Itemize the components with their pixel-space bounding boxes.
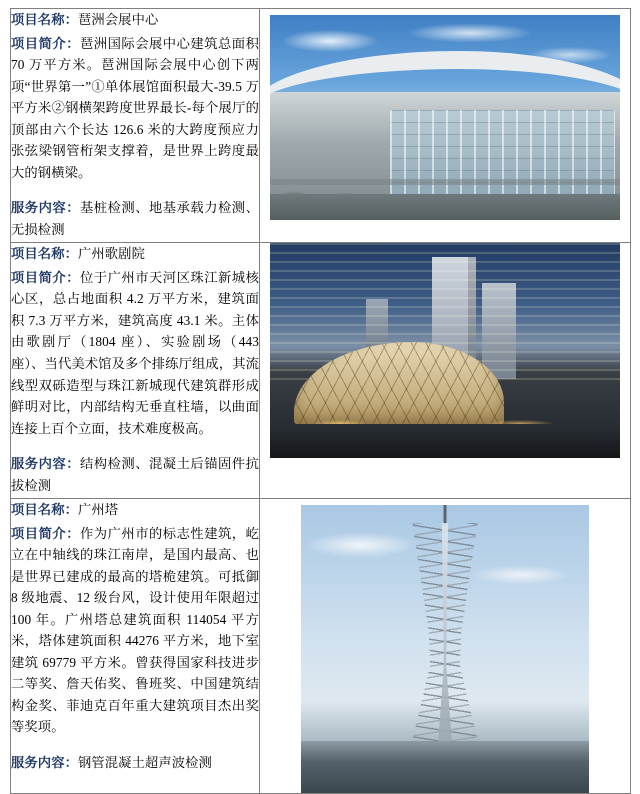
plaza-ground <box>270 424 620 458</box>
plaza-ground <box>270 194 620 220</box>
row-1-service-content <box>11 197 259 240</box>
row-3-project-intro-value: 作为广州市的标志性建筑，屹立在中轴线的珠江南岸，是国内最高、也是世界已建成的最高的塔桅建筑。可抵御 8 级地震、12 级台风，设计使用年限超过 100 年。广州塔总建筑面积 114054 平方米，塔体建筑面积 44276 平方米，地下室建筑 69779 平方米。曾获得国家科技进步二等奖、詹天佑奖、鲁班奖、中国建筑结构金奖、菲迪克百年重大建筑项目杰出奖等奖项。 <box>11 525 259 735</box>
photo-opera-house <box>270 243 620 458</box>
row-2-project-name <box>11 243 259 265</box>
row-2-project-name-label: 项目名称： <box>11 246 78 262</box>
row-2-text-cell <box>11 243 260 499</box>
table-row <box>11 243 631 499</box>
row-3-project-name-value: 广州塔 <box>77 502 119 518</box>
row-3-service-content-label: 服务内容： <box>11 755 78 770</box>
ground-plaza <box>301 741 589 793</box>
row-3-service-content <box>11 752 259 774</box>
row-1-service-content-label: 服务内容： <box>11 200 80 216</box>
curved-roof <box>270 51 620 179</box>
row-2-project-intro <box>11 267 259 439</box>
row-3-service-content-value: 钢管混凝土超声波检测 <box>77 755 212 770</box>
row-2-project-name-value: 广州歌剧院 <box>77 246 145 262</box>
row-2-service-content <box>11 453 259 496</box>
row-2-service-content-label: 服务内容： <box>11 456 80 472</box>
row-1-project-name-label: 项目名称： <box>11 12 78 27</box>
row-1-project-intro-label: 项目简介： <box>11 35 80 51</box>
row-3-project-name <box>11 499 259 521</box>
row-3-project-name-label: 项目名称： <box>11 502 78 518</box>
row-1-text-cell <box>11 9 260 243</box>
row-1-project-name <box>11 9 259 31</box>
row-1-project-intro-value: 琶洲国际会展中心建筑总面积 70 万平方米。琶洲国际会展中心创下两项“世界第一”①单体展馆面积最大-39.5 万平方米②钢横架跨度世界最长-每个展厅的顶部由六个长达 126.6 米的大跨度预应力张弦梁钢管桁架支撑着，是世界上跨度最大的钢横梁。 <box>11 35 259 180</box>
photo-canton-tower <box>301 505 589 793</box>
row-1-service-content-value: 基桩检测、地基承载力检测、无损检测 <box>11 200 259 237</box>
row-2-project-intro-label: 项目简介： <box>11 269 80 285</box>
row-1-project-intro <box>11 33 259 184</box>
row-2-project-intro-value: 位于广州市天河区珠江新城核心区，总占地面积 4.2 万平方米，建筑面积 7.3 万平方米，建筑高度 43.1 米。主体由歌剧厅（1804 座）、实验剧场（443 座）、当代美术馆及多个排练厅组成，其流线型双砾造型与珠江新城现代建筑群形成鲜明对比，内部结构无垂直柱墙，以曲面连接上百个立面，技术难度极高。 <box>11 269 259 436</box>
row-2-image-cell <box>260 243 631 499</box>
row-3-image-cell <box>260 499 631 794</box>
row-3-text-cell <box>11 499 260 794</box>
photo-convention-center <box>270 15 620 220</box>
project-case-table <box>10 8 631 794</box>
row-3-project-intro <box>11 523 259 738</box>
table-row <box>11 9 631 243</box>
row-3-project-intro-label: 项目简介： <box>11 525 80 541</box>
canton-tower-structure <box>408 523 482 759</box>
row-1-image-cell <box>260 9 631 243</box>
row-2-service-content-value: 结构检测、混凝土后锚固件抗拔检测 <box>11 456 259 493</box>
row-1-project-name-value: 琶洲会展中心 <box>77 12 159 27</box>
table-row <box>11 499 631 794</box>
